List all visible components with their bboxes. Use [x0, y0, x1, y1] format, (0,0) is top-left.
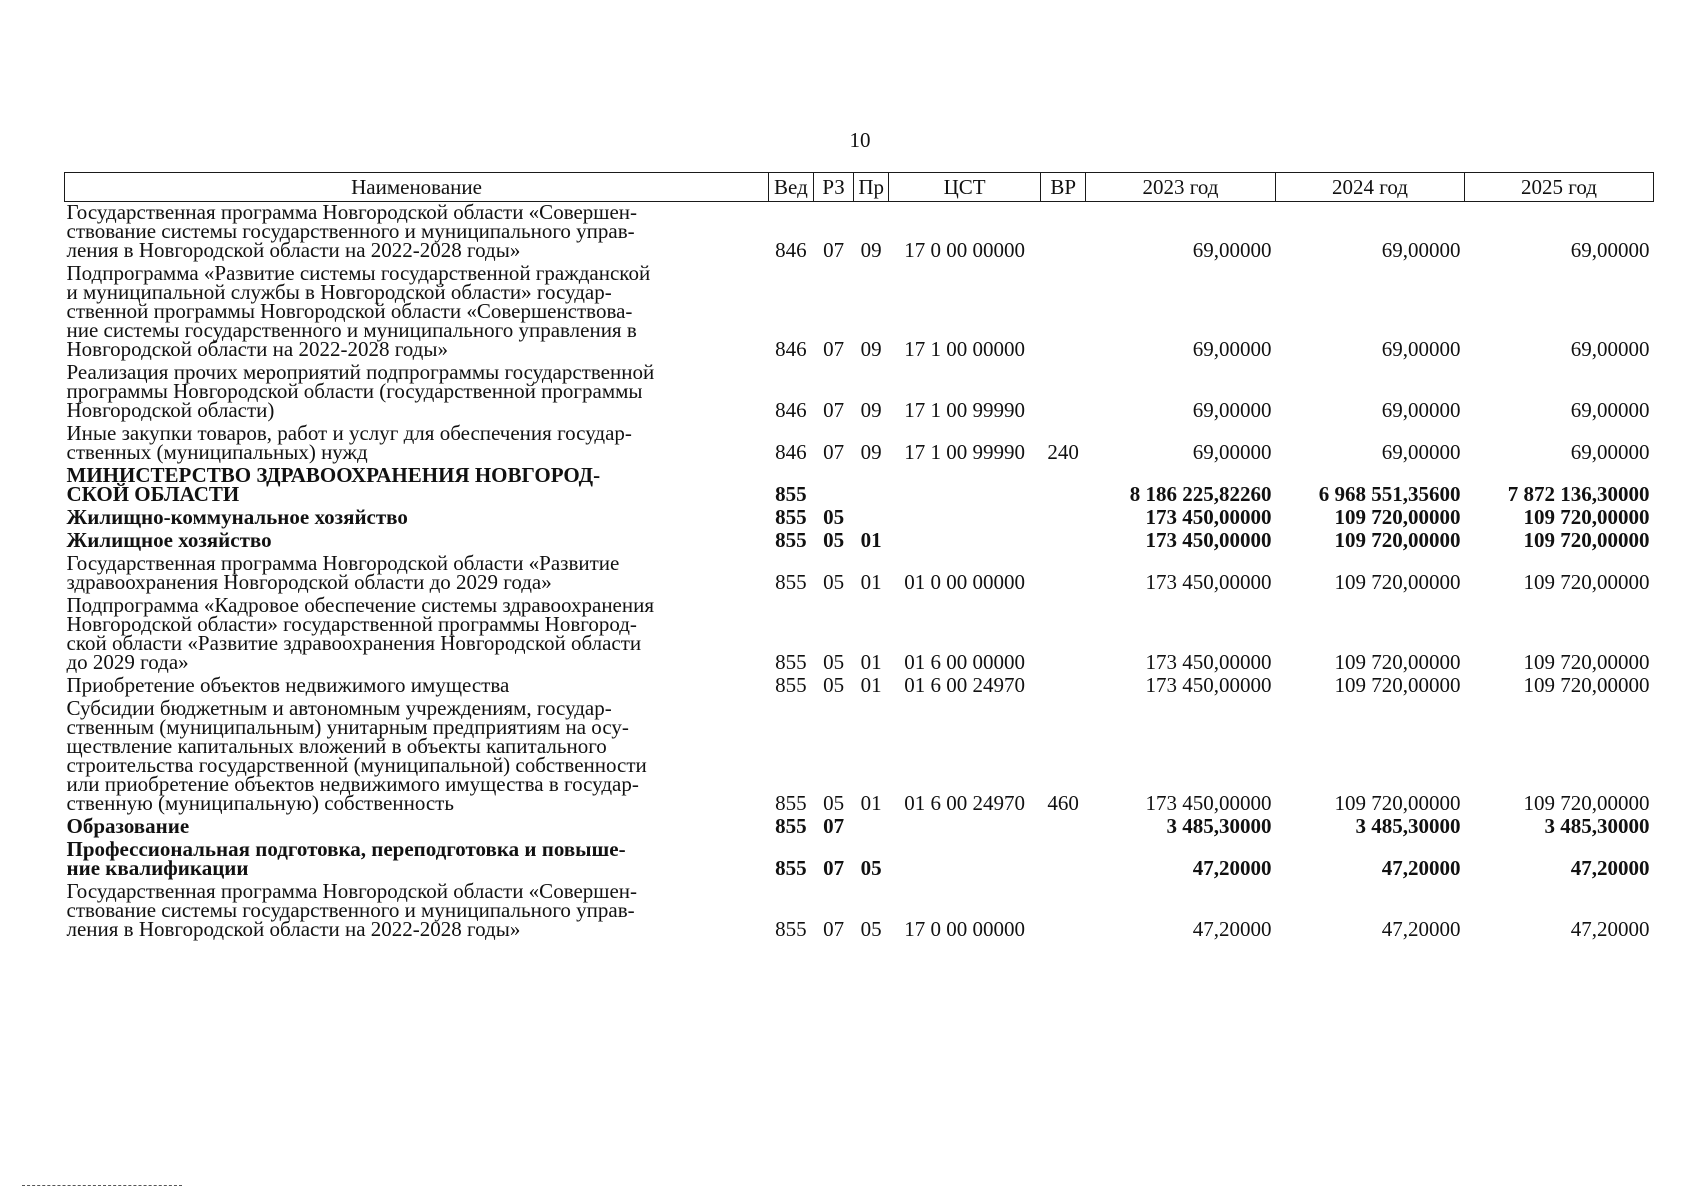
cell-name: Иные закупки товаров, работ и услуг для обеспечения государ- ственных (муниципальных) нужд [66, 421, 632, 464]
cell-rz [813, 465, 854, 507]
cell-vr [1041, 263, 1086, 362]
cell-pr: 01 [860, 650, 882, 674]
footer-rule [22, 1185, 182, 1186]
cell-2024: 69,00000 [1381, 337, 1461, 361]
table-row [65, 595, 1654, 675]
cell-2024: 47,20000 [1381, 917, 1461, 941]
cell-ved: 855 [775, 814, 807, 838]
table-header-row [65, 173, 1654, 202]
cell-2025: 109 720,00000 [1523, 791, 1650, 815]
cell-2023: 173 450,00000 [1145, 528, 1272, 552]
cell-2024: 6 968 551,35600 [1318, 482, 1461, 506]
cell-name: Жилищное хозяйство [66, 528, 272, 552]
cell-cst: 01 0 00 00000 [904, 570, 1025, 594]
cell-rz: 07 [823, 917, 845, 941]
cell-rz: 05 [823, 791, 845, 815]
table-row [65, 202, 1654, 264]
table-row [65, 362, 1654, 423]
cell-vr [1041, 553, 1086, 595]
table-row [65, 507, 1654, 530]
cell-cst [888, 530, 1040, 553]
cell-cst: 01 6 00 00000 [904, 650, 1025, 674]
cell-ved: 855 [775, 528, 807, 552]
cell-pr: 09 [860, 238, 882, 262]
cell-pr: 05 [860, 856, 882, 880]
cell-2023: 173 450,00000 [1145, 673, 1272, 697]
header-ved: Вед [769, 173, 814, 202]
cell-vr [1041, 362, 1086, 423]
cell-cst: 17 1 00 99990 [904, 398, 1025, 422]
cell-cst [888, 816, 1040, 839]
cell-name: Жилищно-коммунальное хозяйство [66, 505, 408, 529]
cell-2024: 109 720,00000 [1334, 505, 1461, 529]
cell-rz: 05 [823, 673, 845, 697]
cell-2025: 109 720,00000 [1523, 505, 1650, 529]
cell-rz: 05 [823, 505, 845, 529]
table-row [65, 553, 1654, 595]
cell-cst: 01 6 00 24970 [904, 791, 1025, 815]
cell-2023: 173 450,00000 [1145, 791, 1272, 815]
cell-2025: 7 872 136,30000 [1507, 482, 1650, 506]
cell-rz: 07 [823, 856, 845, 880]
cell-name: Образование [66, 814, 190, 838]
cell-name: МИНИСТЕРСТВО ЗДРАВООХРАНЕНИЯ НОВГОРОД- СКОЙ ОБЛАСТИ [66, 463, 601, 506]
cell-2025: 47,20000 [1570, 917, 1650, 941]
cell-vr [1041, 595, 1086, 675]
header-vr: ВР [1041, 173, 1086, 202]
cell-2025: 69,00000 [1570, 238, 1650, 262]
cell-ved: 855 [775, 791, 807, 815]
cell-pr: 09 [860, 440, 882, 464]
header-2024: 2024 год [1276, 173, 1465, 202]
cell-2023: 69,00000 [1192, 398, 1272, 422]
header-pr: Пр [854, 173, 889, 202]
table-row [65, 465, 1654, 507]
cell-2024: 47,20000 [1381, 856, 1461, 880]
table-row [65, 423, 1654, 465]
cell-2025: 109 720,00000 [1523, 570, 1650, 594]
cell-2024: 109 720,00000 [1334, 570, 1461, 594]
cell-pr: 01 [860, 673, 882, 697]
cell-name: Государственная программа Новгородской области «Развитие здравоохранения Новгородской области до 2029 года» [66, 551, 620, 594]
cell-cst [888, 465, 1040, 507]
table-row [65, 530, 1654, 553]
cell-ved: 855 [775, 570, 807, 594]
cell-rz: 05 [823, 528, 845, 552]
cell-ved: 855 [775, 856, 807, 880]
cell-pr: 01 [860, 791, 882, 815]
cell-2024: 69,00000 [1381, 398, 1461, 422]
cell-pr: 05 [860, 917, 882, 941]
cell-rz: 07 [823, 337, 845, 361]
cell-2023: 69,00000 [1192, 238, 1272, 262]
cell-2024: 69,00000 [1381, 238, 1461, 262]
table-row [65, 881, 1654, 942]
cell-pr: 09 [860, 398, 882, 422]
table-row [65, 675, 1654, 698]
cell-ved: 846 [775, 440, 807, 464]
cell-pr [854, 507, 889, 530]
cell-2023: 173 450,00000 [1145, 505, 1272, 529]
cell-ved: 855 [775, 482, 807, 506]
cell-2023: 173 450,00000 [1145, 570, 1272, 594]
table-row [65, 839, 1654, 881]
cell-rz: 07 [823, 440, 845, 464]
cell-vr [1041, 816, 1086, 839]
header-2025: 2025 год [1464, 173, 1653, 202]
table-row [65, 816, 1654, 839]
cell-cst: 17 1 00 99990 [904, 440, 1025, 464]
cell-2025: 69,00000 [1570, 337, 1650, 361]
cell-ved: 855 [775, 673, 807, 697]
cell-cst [888, 507, 1040, 530]
cell-vr [1041, 465, 1086, 507]
header-2023: 2023 год [1086, 173, 1276, 202]
cell-2025: 3 485,30000 [1544, 814, 1650, 838]
header-cst: ЦСТ [888, 173, 1040, 202]
cell-ved: 846 [775, 337, 807, 361]
cell-name: Государственная программа Новгородской области «Совершен- ствование системы государственного и муниципального управ- ления в Новгородской области на 2022-2028 годы» [66, 200, 638, 262]
cell-vr [1041, 881, 1086, 942]
cell-pr [854, 465, 889, 507]
cell-2025: 69,00000 [1570, 398, 1650, 422]
table-row [65, 698, 1654, 816]
cell-name: Подпрограмма «Развитие системы государственной гражданской и муниципальной службы в Новгородской области» государ- ственной программы Новгородской области «Совершенствова- ние системы государственного и муниципального управления в Новгородской области на 2022-2028 годы» [66, 261, 651, 361]
cell-vr [1041, 530, 1086, 553]
budget-table [64, 172, 1654, 942]
cell-vr [1041, 202, 1086, 264]
cell-rz: 07 [823, 814, 845, 838]
cell-2024: 109 720,00000 [1334, 673, 1461, 697]
cell-cst: 17 0 00 00000 [904, 917, 1025, 941]
cell-name: Профессиональная подготовка, переподготовка и повыше- ние квалификации [66, 837, 626, 880]
table-body [65, 202, 1654, 943]
cell-vr [1041, 675, 1086, 698]
cell-2024: 109 720,00000 [1334, 528, 1461, 552]
cell-ved: 855 [775, 917, 807, 941]
cell-ved: 855 [775, 505, 807, 529]
cell-2023: 3 485,30000 [1166, 814, 1272, 838]
cell-name: Государственная программа Новгородской области «Совершен- ствование системы государственного и муниципального управ- ления в Новгородской области на 2022-2028 годы» [66, 879, 638, 941]
cell-2024: 109 720,00000 [1334, 650, 1461, 674]
cell-2025: 47,20000 [1570, 856, 1650, 880]
cell-ved: 846 [775, 398, 807, 422]
cell-2024: 69,00000 [1381, 440, 1461, 464]
cell-2023: 47,20000 [1192, 917, 1272, 941]
cell-name: Подпрограмма «Кадровое обеспечение системы здравоохранения Новгородской области» государственной программы Новгород- ской области «Развитие здравоохранения Новгородской области до 2029 года» [66, 593, 655, 674]
cell-2025: 109 720,00000 [1523, 528, 1650, 552]
cell-pr [854, 816, 889, 839]
cell-2023: 69,00000 [1192, 337, 1272, 361]
cell-pr: 09 [860, 337, 882, 361]
cell-rz: 07 [823, 398, 845, 422]
cell-vr [1041, 507, 1086, 530]
cell-pr: 01 [860, 528, 882, 552]
cell-ved: 855 [775, 650, 807, 674]
cell-2025: 69,00000 [1570, 440, 1650, 464]
page-number: 10 [849, 128, 871, 152]
cell-2024: 109 720,00000 [1334, 791, 1461, 815]
cell-2023: 173 450,00000 [1145, 650, 1272, 674]
cell-cst: 17 0 00 00000 [904, 238, 1025, 262]
cell-name: Приобретение объектов недвижимого имущества [66, 673, 510, 697]
cell-ved: 846 [775, 238, 807, 262]
cell-cst [888, 839, 1040, 881]
cell-pr: 01 [860, 570, 882, 594]
cell-2023: 8 186 225,82260 [1129, 482, 1272, 506]
cell-rz: 05 [823, 650, 845, 674]
cell-vr: 460 [1047, 791, 1079, 815]
cell-name: Субсидии бюджетным и автономным учреждениям, государ- ственным (муниципальным) унитарным предприятиям на осу- ществление капитальных вложений в объекты капитального строительства государственной (муниципальной) собственности или приобретение объектов недвижимого имущества в государ- ственную (муниципальную) собственность [66, 696, 647, 815]
header-name: Наименование [65, 173, 769, 202]
cell-2025: 109 720,00000 [1523, 673, 1650, 697]
cell-2025: 109 720,00000 [1523, 650, 1650, 674]
cell-cst: 01 6 00 24970 [904, 673, 1025, 697]
cell-rz: 07 [823, 238, 845, 262]
cell-name: Реализация прочих мероприятий подпрограммы государственной программы Новгородской области (государственной программы Новгородской области) [66, 360, 655, 422]
cell-2023: 47,20000 [1192, 856, 1272, 880]
cell-cst: 17 1 00 00000 [904, 337, 1025, 361]
cell-2023: 69,00000 [1192, 440, 1272, 464]
table-row [65, 263, 1654, 362]
header-rz: РЗ [813, 173, 854, 202]
cell-vr: 240 [1047, 440, 1079, 464]
cell-rz: 05 [823, 570, 845, 594]
cell-vr [1041, 839, 1086, 881]
cell-2024: 3 485,30000 [1355, 814, 1461, 838]
